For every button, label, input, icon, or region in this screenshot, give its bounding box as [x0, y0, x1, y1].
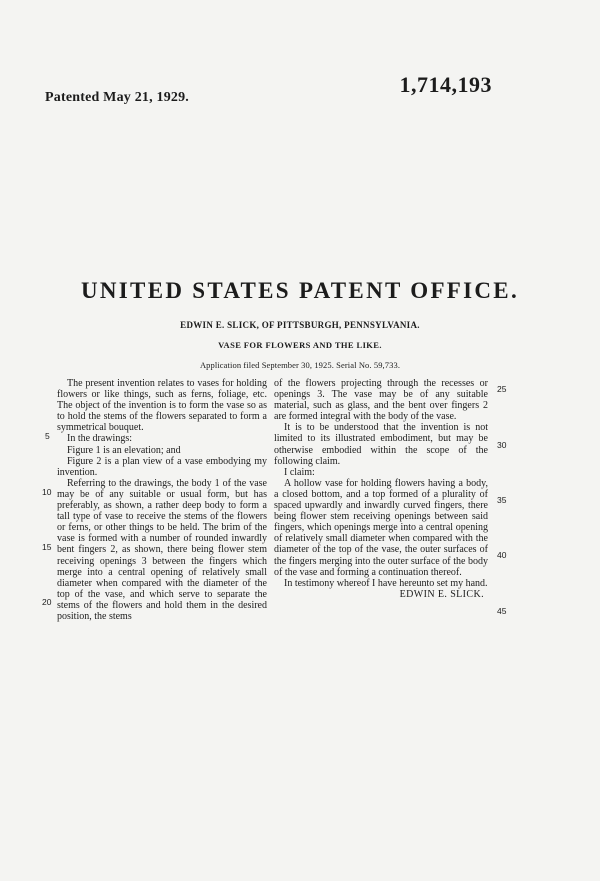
testimony: In testimony whereof I have hereunto set my hand.: [284, 577, 488, 589]
line-number: 45: [497, 606, 507, 616]
application-line: Application filed September 30, 1925. Serial No. 59,733.: [199, 360, 401, 370]
paragraph: of the flowers projecting through the recesses or openings 3. The vase may be of any suitable material, such as glass, and the bent over fingers 2 are formed integral with the body of the vase.: [274, 378, 488, 423]
patent-number: 1,714,193: [399, 72, 492, 97]
line-number: 25: [497, 384, 507, 394]
patented-date: Patented May 21, 1929.: [45, 90, 189, 105]
left-column: [57, 378, 267, 622]
claim-heading: I claim:: [284, 466, 315, 478]
paragraph: Referring to the drawings, the body 1 of the vase may be of any suitable or usual form, but has preferably, as shown, a rather deep body to form a tall type of vase to receive the stems of the flowers or ferns, or other things to be held. The brim of the vase is formed with a number of rounded inwardly bent fingers 2, as shown, there being flower stem receiving openings 3 between the fingers which merge into a central opening of relatively small diameter when compared with the diameter of the top of the vase, and which serve to separate the stems of the flowers and hold them in the desired position, the stems: [57, 477, 267, 622]
paragraph: Figure 2 is a plan view of a vase embodying my invention.: [57, 455, 267, 478]
paragraph: It is to be understood that the invention is not limited to its illustrated embodiment, but may be otherwise embodied within the scope of the following claim.: [274, 422, 488, 467]
claim-text: A hollow vase for holding flowers having a body, a closed bottom, and a top formed of a plurality of spaced upwardly and inwardly curved fingers, there being flower stem receiving openings between said fingers, which openings merge into a central opening of relatively small diameter when compared with the diameter of the top of the vase, the outer surfaces of the fingers merging into the outer surface of the body of the vase and forming a continuation thereof.: [274, 477, 488, 578]
office-heading: UNITED STATES PATENT OFFICE.: [80, 278, 519, 303]
line-number: 20: [42, 597, 52, 607]
invention-title: VASE FOR FLOWERS AND THE LIKE.: [218, 340, 382, 350]
inventor-line: EDWIN E. SLICK, OF PITTSBURGH, PENNSYLVANIA.: [180, 320, 420, 330]
line-number: 35: [497, 495, 507, 505]
line-number: 30: [497, 440, 507, 450]
line-number: 5: [45, 431, 50, 441]
paragraph: In the drawings:: [67, 433, 132, 445]
right-column: [274, 378, 488, 600]
line-number: 40: [497, 550, 507, 560]
line-number: 15: [42, 542, 52, 552]
signature: EDWIN E. SLICK.: [399, 588, 484, 600]
paragraph: The present invention relates to vases for holding flowers or like things, such as ferns, foliage, etc. The object of the invention is to form the vase so as to hold the stems of the flowers separated to form a symmetrical bouquet.: [57, 378, 267, 434]
line-number: 10: [42, 487, 52, 497]
paragraph: Figure 1 is an elevation; and: [67, 444, 181, 456]
